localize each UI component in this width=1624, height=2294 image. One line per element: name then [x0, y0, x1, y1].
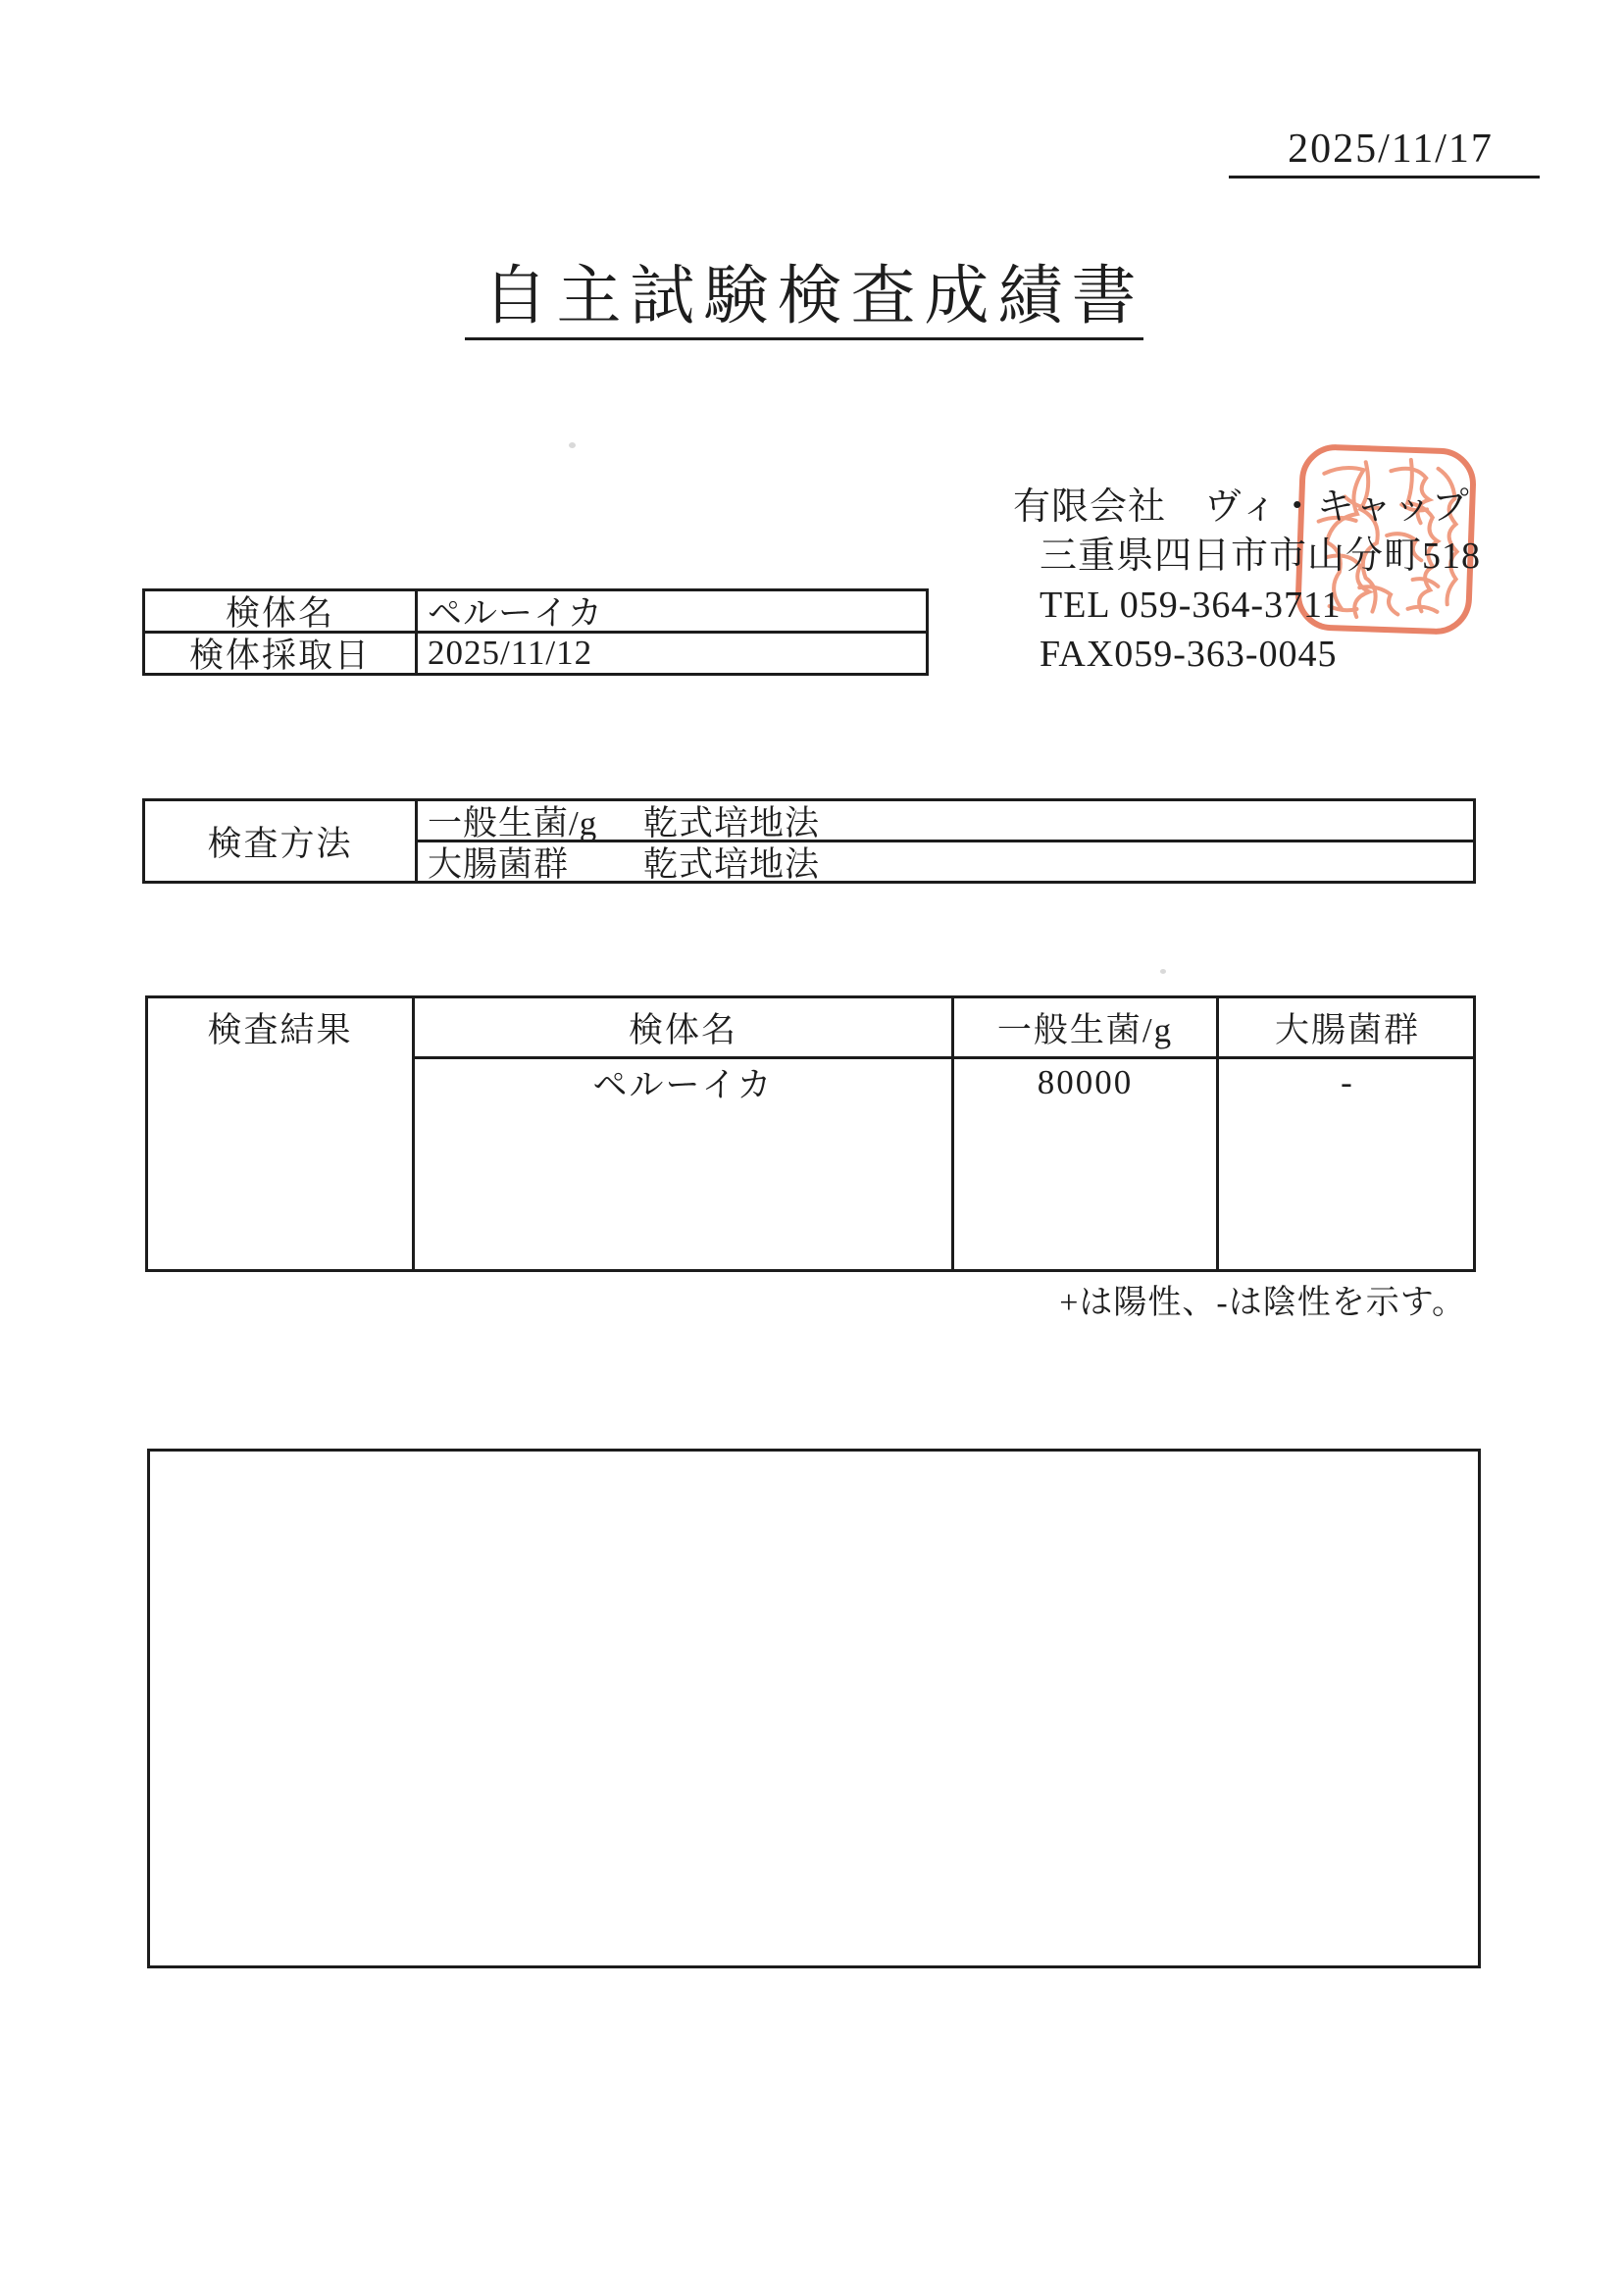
sample-name-label: 検体名	[225, 594, 334, 633]
result-row-viable-count: 80000	[1037, 1063, 1134, 1101]
method-2-item: 大腸菌群	[428, 844, 570, 884]
method-table-label: 検査方法	[207, 824, 353, 863]
result-header-coliform: 大腸菌群	[1274, 1010, 1420, 1049]
company-address: 三重県四日市市山分町518	[1040, 535, 1482, 577]
method-table	[142, 798, 1476, 884]
remarks-empty-box	[147, 1449, 1481, 1968]
result-table	[145, 995, 1476, 1272]
result-header-sample: 検体名	[628, 1010, 737, 1049]
method-1-item: 一般生菌/g	[428, 803, 598, 842]
company-block	[1013, 483, 1523, 679]
method-1-name: 乾式培地法	[643, 803, 821, 842]
sample-name-value: ペルーイカ	[428, 594, 603, 633]
page-title: 自主試験検査成績書	[482, 261, 1145, 332]
result-table-label: 検査結果	[207, 1010, 353, 1049]
scan-speck	[569, 442, 576, 448]
report-date: 2025/11/17	[1288, 127, 1494, 172]
sample-table	[142, 588, 929, 676]
result-legend-note: +は陽性、-は陰性を示す。	[1059, 1285, 1466, 1321]
company-tel: TEL 059-364-3711	[1040, 585, 1342, 626]
company-name: 有限会社 ヴィ・キャップ	[1013, 486, 1470, 528]
collection-date-value: 2025/11/12	[428, 634, 593, 672]
result-row-sample: ペルーイカ	[592, 1066, 774, 1104]
method-2-name: 乾式培地法	[643, 844, 821, 884]
title-underline	[465, 337, 1143, 340]
scan-speck	[1160, 969, 1166, 974]
method-row-1	[418, 801, 1473, 840]
result-row-coliform: -	[1341, 1063, 1354, 1101]
date-underline	[1229, 176, 1540, 178]
company-fax: FAX059-363-0045	[1040, 634, 1338, 675]
result-header-viable-count: 一般生菌/g	[996, 1010, 1174, 1049]
collection-date-label: 検体採取日	[188, 637, 371, 675]
method-row-2	[418, 842, 1473, 884]
